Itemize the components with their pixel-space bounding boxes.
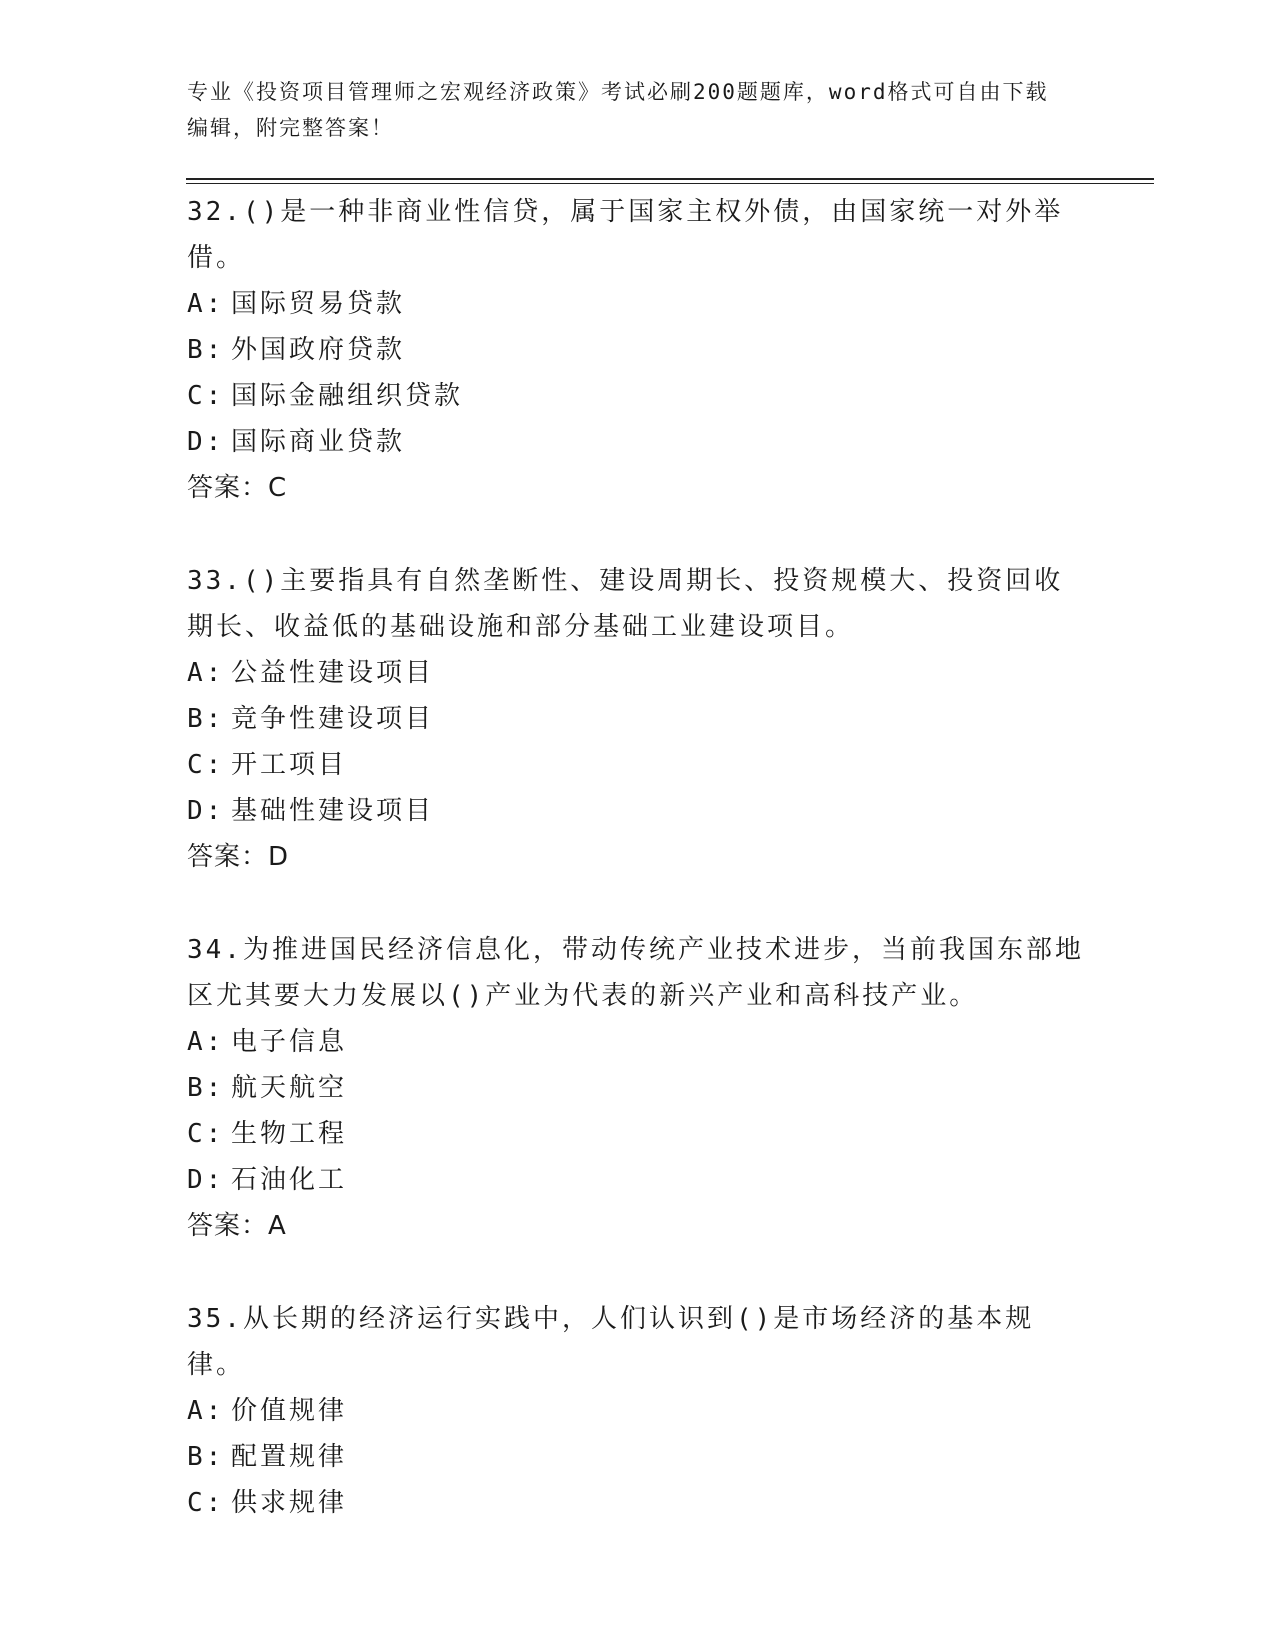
option-c [187,1111,1087,1157]
option-letter: C: [187,750,225,780]
document-header: 专业《投资项目管理师之宏观经济政策》考试必刷200题题库，word格式可自由下载编辑，附完整答案！ [187,80,1049,140]
option-letter: D: [187,427,225,457]
option-letter: D: [187,1165,225,1195]
answer-label: 答案： [187,1211,269,1241]
option-text: 国际商业贷款 [231,427,406,457]
option-b [187,696,1087,742]
option-a [187,650,1087,696]
option-letter: C: [187,381,225,411]
option-a [187,1388,1087,1434]
option-letter: A: [187,289,225,319]
option-letter: B: [187,704,225,734]
option-d [187,1157,1087,1203]
option-text: 基础性建设项目 [231,796,435,826]
header-divider [186,178,1154,184]
option-text: 航天航空 [231,1073,348,1103]
question-32 [187,189,1087,511]
option-d [187,419,1087,465]
answer-value: D [268,842,290,872]
option-letter: D: [187,796,225,826]
option-letter: A: [187,1396,225,1426]
question-stem: 35.从长期的经济运行实践中，人们认识到()是市场经济的基本规律。 [187,1304,1035,1380]
option-b [187,1434,1087,1480]
question-stem: 34.为推进国民经济信息化，带动传统产业技术进步，当前我国东部地区尤其要大力发展以()产业为代表的新兴产业和高科技产业。 [187,935,1084,1011]
option-letter: A: [187,658,225,688]
answer-line [187,1203,1087,1249]
option-text: 供求规律 [231,1488,348,1518]
option-letter: B: [187,335,225,365]
option-text: 价值规律 [231,1396,348,1426]
option-text: 外国政府贷款 [231,335,406,365]
answer-value: A [268,1211,287,1241]
question-list [187,189,1087,1573]
question-stem: 33.()主要指具有自然垄断性、建设周期长、投资规模大、投资回收期长、收益低的基础设施和部分基础工业建设项目。 [187,566,1064,642]
option-text: 国际金融组织贷款 [231,381,464,411]
option-text: 开工项目 [231,750,348,780]
option-d [187,788,1087,834]
option-text: 配置规律 [231,1442,348,1472]
option-a [187,281,1087,327]
option-text: 石油化工 [231,1165,348,1195]
option-letter: B: [187,1073,225,1103]
question-33 [187,558,1087,880]
answer-line [187,465,1087,511]
question-stem: 32.()是一种非商业性信贷，属于国家主权外债，由国家统一对外举借。 [187,197,1064,273]
option-b [187,327,1087,373]
option-b [187,1065,1087,1111]
option-letter: A: [187,1027,225,1057]
option-c [187,373,1087,419]
option-text: 竞争性建设项目 [231,704,435,734]
option-letter: C: [187,1119,225,1149]
option-text: 国际贸易贷款 [231,289,406,319]
option-c [187,742,1087,788]
option-letter: C: [187,1488,225,1518]
option-c [187,1480,1087,1526]
answer-label: 答案： [187,842,269,872]
question-35 [187,1296,1087,1526]
answer-label: 答案： [187,473,269,503]
option-text: 电子信息 [231,1027,348,1057]
option-text: 公益性建设项目 [231,658,435,688]
question-34 [187,927,1087,1249]
answer-value: C [268,473,288,503]
answer-line [187,834,1087,880]
option-text: 生物工程 [231,1119,348,1149]
option-letter: B: [187,1442,225,1472]
option-a [187,1019,1087,1065]
